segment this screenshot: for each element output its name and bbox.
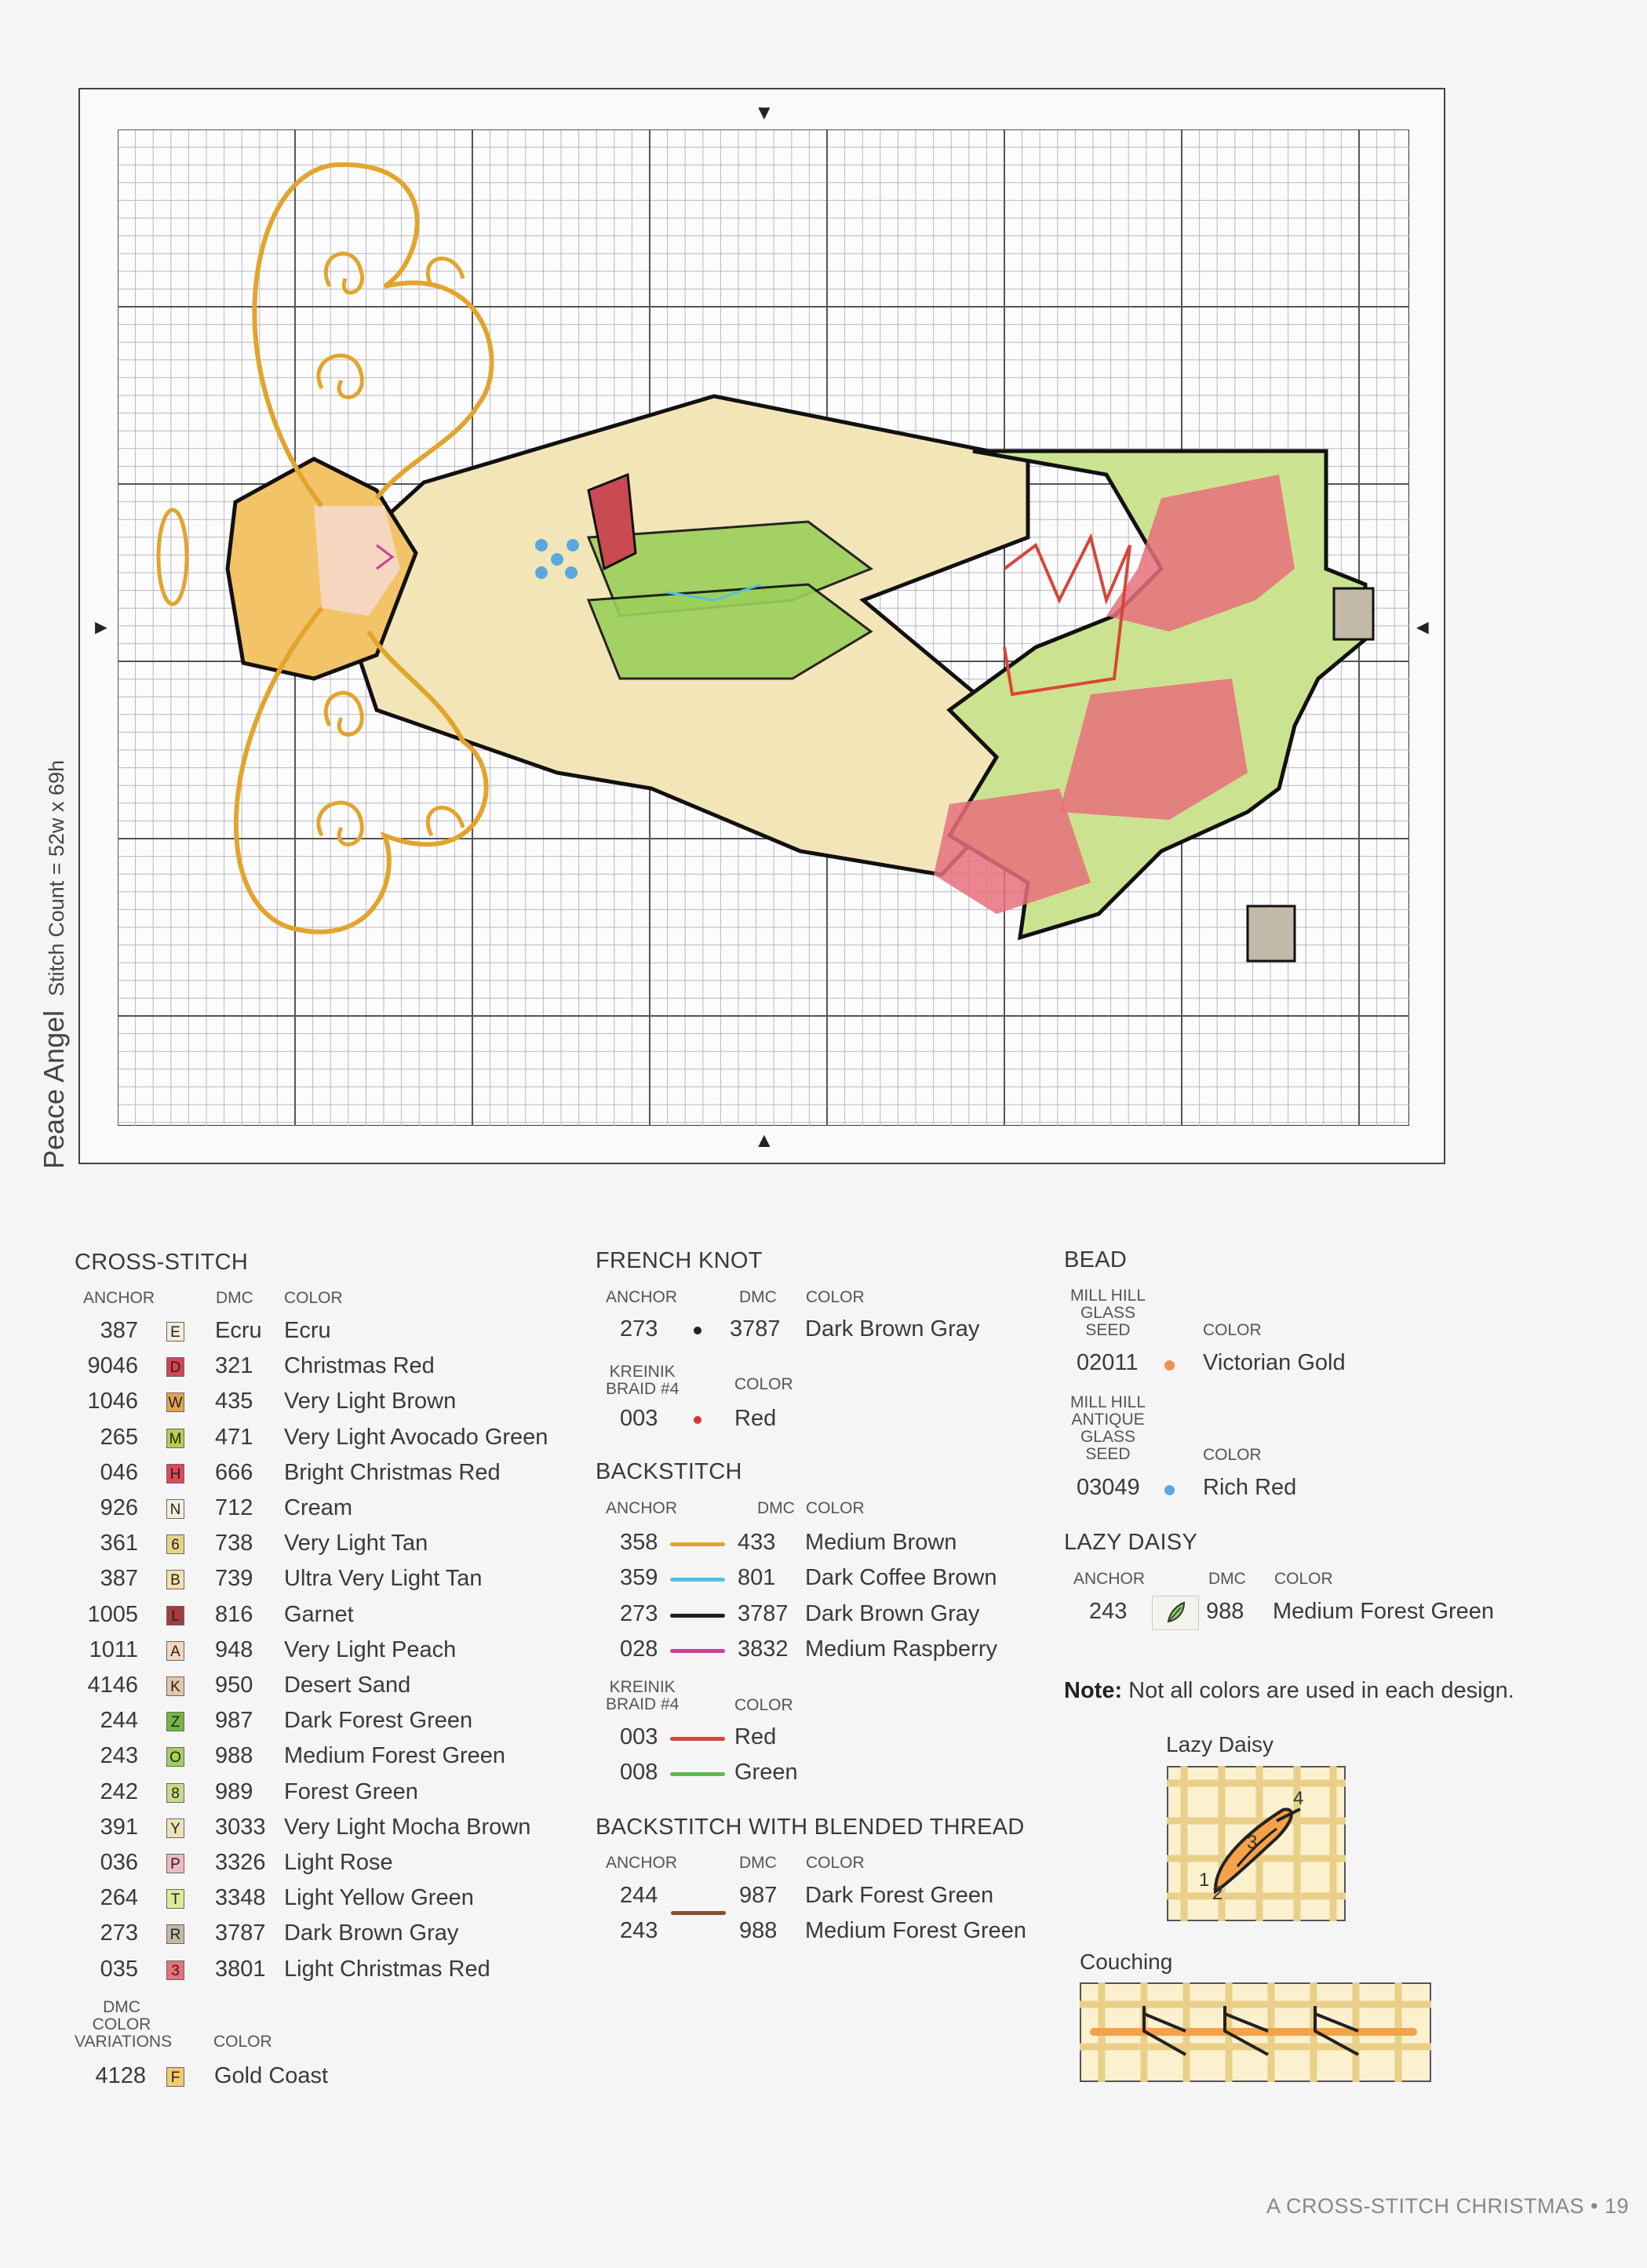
backstitch-kreinik-row [0, 1760, 798, 1788]
dmc-number: 801 [738, 1565, 776, 1591]
dmc-number: 435 [215, 1389, 253, 1414]
anchor-number: 244 [620, 1883, 658, 1908]
anchor-number: 9046 [87, 1353, 138, 1379]
anchor-number: 003 [620, 1724, 658, 1749]
bead-dot [535, 566, 548, 579]
dmc-number: 3326 [215, 1850, 266, 1875]
variation-row [0, 2063, 486, 2091]
cross-stitch-dmc-header: DMC [216, 1289, 253, 1307]
lazy-daisy-diagram-label: Lazy Daisy [1166, 1732, 1274, 1757]
french-knot-anchor-header: ANCHOR [606, 1288, 678, 1306]
knot-dot-icon [694, 1416, 701, 1424]
anchor-number: 387 [100, 1566, 138, 1592]
color-name: Garnet [284, 1601, 354, 1627]
anchor-number: 273 [100, 1920, 138, 1946]
color-name: Christmas Red [284, 1353, 435, 1379]
french-knot-row [0, 1316, 980, 1345]
color-name: Ultra Very Light Tan [284, 1566, 483, 1592]
thread-line-sample [670, 1614, 725, 1618]
dmc-number: 988 [739, 1918, 778, 1943]
bead-antique-header: MILL HILL ANTIQUE GLASS SEED [1069, 1393, 1146, 1464]
anchor-number: 028 [620, 1636, 658, 1662]
symbol-swatch: Z [166, 1712, 184, 1731]
color-name: Cream [284, 1495, 353, 1520]
symbol-swatch: F [166, 2067, 184, 2087]
color-name: Very Light Peach [284, 1636, 457, 1662]
color-name: Green [734, 1760, 798, 1785]
lazy-daisy-step-2: 2 [1212, 1883, 1223, 1904]
symbol-swatch: E [166, 1322, 184, 1342]
symbol-swatch: P [166, 1854, 184, 1873]
anchor-number: 264 [100, 1885, 138, 1911]
dmc-number: 738 [215, 1531, 253, 1556]
note-text: Not all colors are used in each design. [1122, 1678, 1514, 1703]
cross-stitch-row [0, 1956, 490, 1985]
backstitch-kreinik-row [0, 1724, 777, 1753]
blended-dmc-header: DMC [739, 1854, 777, 1872]
anchor-number: 242 [100, 1778, 138, 1804]
bead-code: 02011 [1077, 1350, 1139, 1375]
anchor-number: 359 [620, 1565, 658, 1591]
anchor-number: 036 [100, 1850, 138, 1875]
blended-anchor-header: ANCHOR [606, 1854, 678, 1872]
symbol-swatch: O [166, 1747, 184, 1767]
symbol-swatch: K [166, 1676, 184, 1696]
symbol-swatch: L [166, 1606, 184, 1625]
color-name: Medium Brown [805, 1530, 957, 1555]
center-arrow-bottom-icon: ▲ [754, 1128, 774, 1152]
dmc-number: 988 [215, 1743, 253, 1769]
lazy-daisy-step-1: 1 [1199, 1869, 1210, 1891]
dmc-number: 950 [215, 1673, 253, 1698]
stitch-chart [118, 129, 1409, 1126]
color-name: Dark Brown Gray [284, 1920, 459, 1946]
cross-stitch-color-header: COLOR [284, 1289, 343, 1307]
color-name: Dark Forest Green [284, 1708, 473, 1734]
cross-stitch-anchor-header: ANCHOR [83, 1289, 155, 1307]
cross-stitch-row [0, 1673, 486, 1701]
french-knot-color-header: COLOR [806, 1288, 865, 1306]
lazy-daisy-dmc-header: DMC [1208, 1570, 1246, 1588]
french-knot-kreinik-color-header: COLOR [734, 1375, 793, 1393]
color-name: Medium Forest Green [284, 1743, 506, 1769]
symbol-swatch: M [166, 1429, 184, 1448]
anchor-number: 273 [620, 1316, 658, 1342]
thread-line-sample [670, 1578, 725, 1582]
variations-color-header: COLOR [213, 2033, 272, 2051]
thread-line-sample [670, 1737, 725, 1741]
dmc-number: 948 [215, 1636, 253, 1662]
anchor-number: 361 [100, 1531, 138, 1556]
cross-stitch-title: CROSS-STITCH [75, 1250, 249, 1275]
center-arrow-left-icon: ► [91, 615, 111, 639]
color-name: Gold Coast [214, 2063, 329, 2088]
chart-title: Peace Angel [38, 1010, 70, 1169]
anchor-number: 358 [620, 1530, 658, 1555]
bead-dot [535, 539, 548, 552]
french-knot-dmc-header: DMC [739, 1288, 777, 1306]
dmc-number: 3787 [738, 1600, 789, 1626]
thread-line-sample [670, 1772, 725, 1776]
color-name: Light Yellow Green [284, 1885, 474, 1911]
bead-title: BEAD [1064, 1247, 1128, 1272]
french-knot-kreinik-header: KREINIK BRAID #4 [606, 1363, 680, 1399]
note-label: Note: [1064, 1678, 1123, 1703]
color-name: Dark Brown Gray [805, 1316, 980, 1342]
gray-foot-2 [1248, 906, 1295, 961]
anchor-number: 273 [620, 1600, 658, 1626]
color-name: Desert Sand [284, 1673, 411, 1698]
anchor-number: 008 [620, 1760, 658, 1785]
backstitch-dmc-header: DMC [757, 1499, 795, 1517]
anchor-number: 003 [620, 1406, 658, 1431]
bead-code: 03049 [1077, 1475, 1140, 1500]
bead-glass-header: MILL HILL GLASS SEED [1069, 1287, 1146, 1340]
color-name: Medium Forest Green [805, 1918, 1027, 1943]
anchor-number: 4146 [87, 1673, 138, 1698]
color-name: Red [734, 1724, 777, 1749]
dmc-number: 3801 [215, 1956, 266, 1982]
anchor-number: 244 [100, 1708, 138, 1734]
color-name: Very Light Avocado Green [284, 1424, 548, 1450]
chart-side-title [38, 760, 71, 1169]
dmc-number: Ecru [215, 1318, 262, 1343]
color-name: Dark Coffee Brown [805, 1565, 997, 1591]
bead-glass-color-header: COLOR [1203, 1321, 1262, 1339]
dmc-number: 816 [215, 1601, 253, 1627]
anchor-number: 4128 [95, 2063, 146, 2088]
center-arrow-right-icon: ◄ [1412, 615, 1433, 639]
backstitch-title: BACKSTITCH [596, 1459, 742, 1484]
blended-line-sample [671, 1911, 726, 1915]
anchor-number: 265 [100, 1424, 138, 1450]
symbol-swatch: A [166, 1641, 184, 1661]
french-knot-kreinik-row [0, 1406, 777, 1434]
anchor-number: 1011 [89, 1636, 138, 1662]
page-footer: A CROSS-STITCH CHRISTMAS • 19 [1266, 2194, 1629, 2218]
symbol-swatch: 6 [166, 1534, 184, 1554]
anchor-number: 243 [1089, 1599, 1128, 1624]
knot-dot-icon [694, 1327, 701, 1334]
symbol-swatch: R [166, 1924, 184, 1944]
symbol-swatch: N [166, 1499, 184, 1519]
symbol-swatch: H [166, 1464, 184, 1483]
anchor-number: 243 [620, 1918, 658, 1943]
anchor-number: 243 [100, 1743, 138, 1769]
color-name: Rich Red [1203, 1475, 1297, 1500]
variations-header: DMC COLOR VARIATIONS [75, 1998, 173, 2051]
dmc-number: 3832 [738, 1636, 789, 1662]
note [1064, 1678, 1514, 1704]
color-name: Light Christmas Red [284, 1956, 490, 1982]
symbol-swatch: T [166, 1889, 184, 1909]
bead-dot-icon [1164, 1485, 1175, 1495]
backstitch-anchor-header: ANCHOR [606, 1499, 678, 1517]
dmc-number: 989 [215, 1778, 253, 1804]
french-knot-title: FRENCH KNOT [596, 1248, 763, 1273]
anchor-number: 1046 [87, 1389, 138, 1414]
lazy-daisy-step-3: 3 [1247, 1832, 1258, 1853]
dmc-number: 321 [215, 1353, 253, 1379]
symbol-swatch: 3 [166, 1960, 184, 1980]
bead-antique-color-header: COLOR [1203, 1446, 1262, 1464]
color-name: Very Light Brown [284, 1389, 457, 1414]
backstitch-row [0, 1636, 997, 1665]
color-name: Forest Green [284, 1778, 418, 1804]
color-name: Very Light Tan [284, 1531, 428, 1556]
backstitch-row [0, 1565, 997, 1593]
color-name: Medium Raspberry [805, 1636, 997, 1662]
dmc-number: 988 [1206, 1599, 1244, 1624]
blended-row [0, 1883, 994, 1911]
backstitch-kreinik-header: KREINIK BRAID #4 [606, 1678, 680, 1714]
bead-dot [565, 566, 578, 579]
lazy-daisy-step-4: 4 [1293, 1788, 1304, 1809]
dmc-number: 3787 [730, 1316, 781, 1342]
color-name: Very Light Mocha Brown [284, 1814, 531, 1840]
anchor-number: 926 [100, 1495, 138, 1520]
symbol-swatch: W [166, 1392, 184, 1412]
symbol-swatch: D [166, 1357, 184, 1377]
color-name: Bright Christmas Red [284, 1459, 501, 1485]
dmc-number: 3787 [215, 1920, 266, 1946]
color-name: Red [734, 1406, 777, 1431]
blended-color-header: COLOR [806, 1854, 865, 1872]
dmc-number: 987 [739, 1883, 778, 1908]
color-name: Light Rose [284, 1850, 393, 1875]
lazy-daisy-color-header: COLOR [1274, 1570, 1333, 1588]
bead-glass-row [0, 1350, 1346, 1378]
symbol-swatch: Y [166, 1818, 184, 1838]
anchor-number: 387 [100, 1318, 138, 1343]
dmc-number: 433 [738, 1530, 776, 1555]
anchor-number: 035 [100, 1956, 138, 1982]
dmc-number: 471 [215, 1424, 253, 1450]
anchor-number: 391 [100, 1814, 138, 1840]
blended-row [0, 1918, 1027, 1946]
color-name: Victorian Gold [1203, 1350, 1346, 1375]
anchor-number: 1005 [87, 1601, 138, 1627]
couching-diagram [1080, 1982, 1431, 2082]
dmc-number: 666 [215, 1459, 253, 1485]
lazy-daisy-anchor-header: ANCHOR [1073, 1570, 1146, 1588]
dmc-number: 987 [215, 1708, 253, 1734]
backstitch-kreinik-color-header: COLOR [734, 1696, 793, 1714]
symbol-swatch: 8 [166, 1783, 184, 1803]
blended-title: BACKSTITCH WITH BLENDED THREAD [596, 1815, 1025, 1840]
dmc-number: 712 [215, 1495, 253, 1520]
leaf-icon [1152, 1596, 1199, 1630]
bead-dot-icon [1164, 1360, 1175, 1371]
symbol-swatch: B [166, 1570, 184, 1589]
cross-stitch-row [0, 1850, 486, 1878]
backstitch-color-header: COLOR [806, 1499, 865, 1517]
color-name: Dark Forest Green [805, 1883, 994, 1908]
thread-line-sample [670, 1649, 725, 1653]
stitch-count: Stitch Count = 52w x 69h [45, 759, 68, 996]
color-name: Dark Brown Gray [805, 1600, 980, 1626]
color-name: Medium Forest Green [1273, 1599, 1495, 1624]
center-arrow-top-icon: ▼ [754, 100, 774, 124]
anchor-number: 046 [100, 1459, 138, 1485]
gray-foot-1 [1334, 588, 1373, 639]
color-name: Ecru [284, 1318, 331, 1343]
bead-dot [551, 553, 563, 566]
cross-stitch-row [0, 1814, 531, 1843]
backstitch-row [0, 1530, 957, 1558]
couching-diagram-label: Couching [1080, 1949, 1173, 1974]
dmc-number: 3348 [215, 1885, 266, 1911]
thread-line-sample [670, 1542, 725, 1546]
dmc-number: 3033 [215, 1814, 266, 1840]
dmc-number: 739 [215, 1566, 253, 1592]
lazy-daisy-title: LAZY DAISY [1064, 1530, 1198, 1555]
bead-dot [567, 539, 579, 552]
bead-antique-row [0, 1475, 1297, 1503]
